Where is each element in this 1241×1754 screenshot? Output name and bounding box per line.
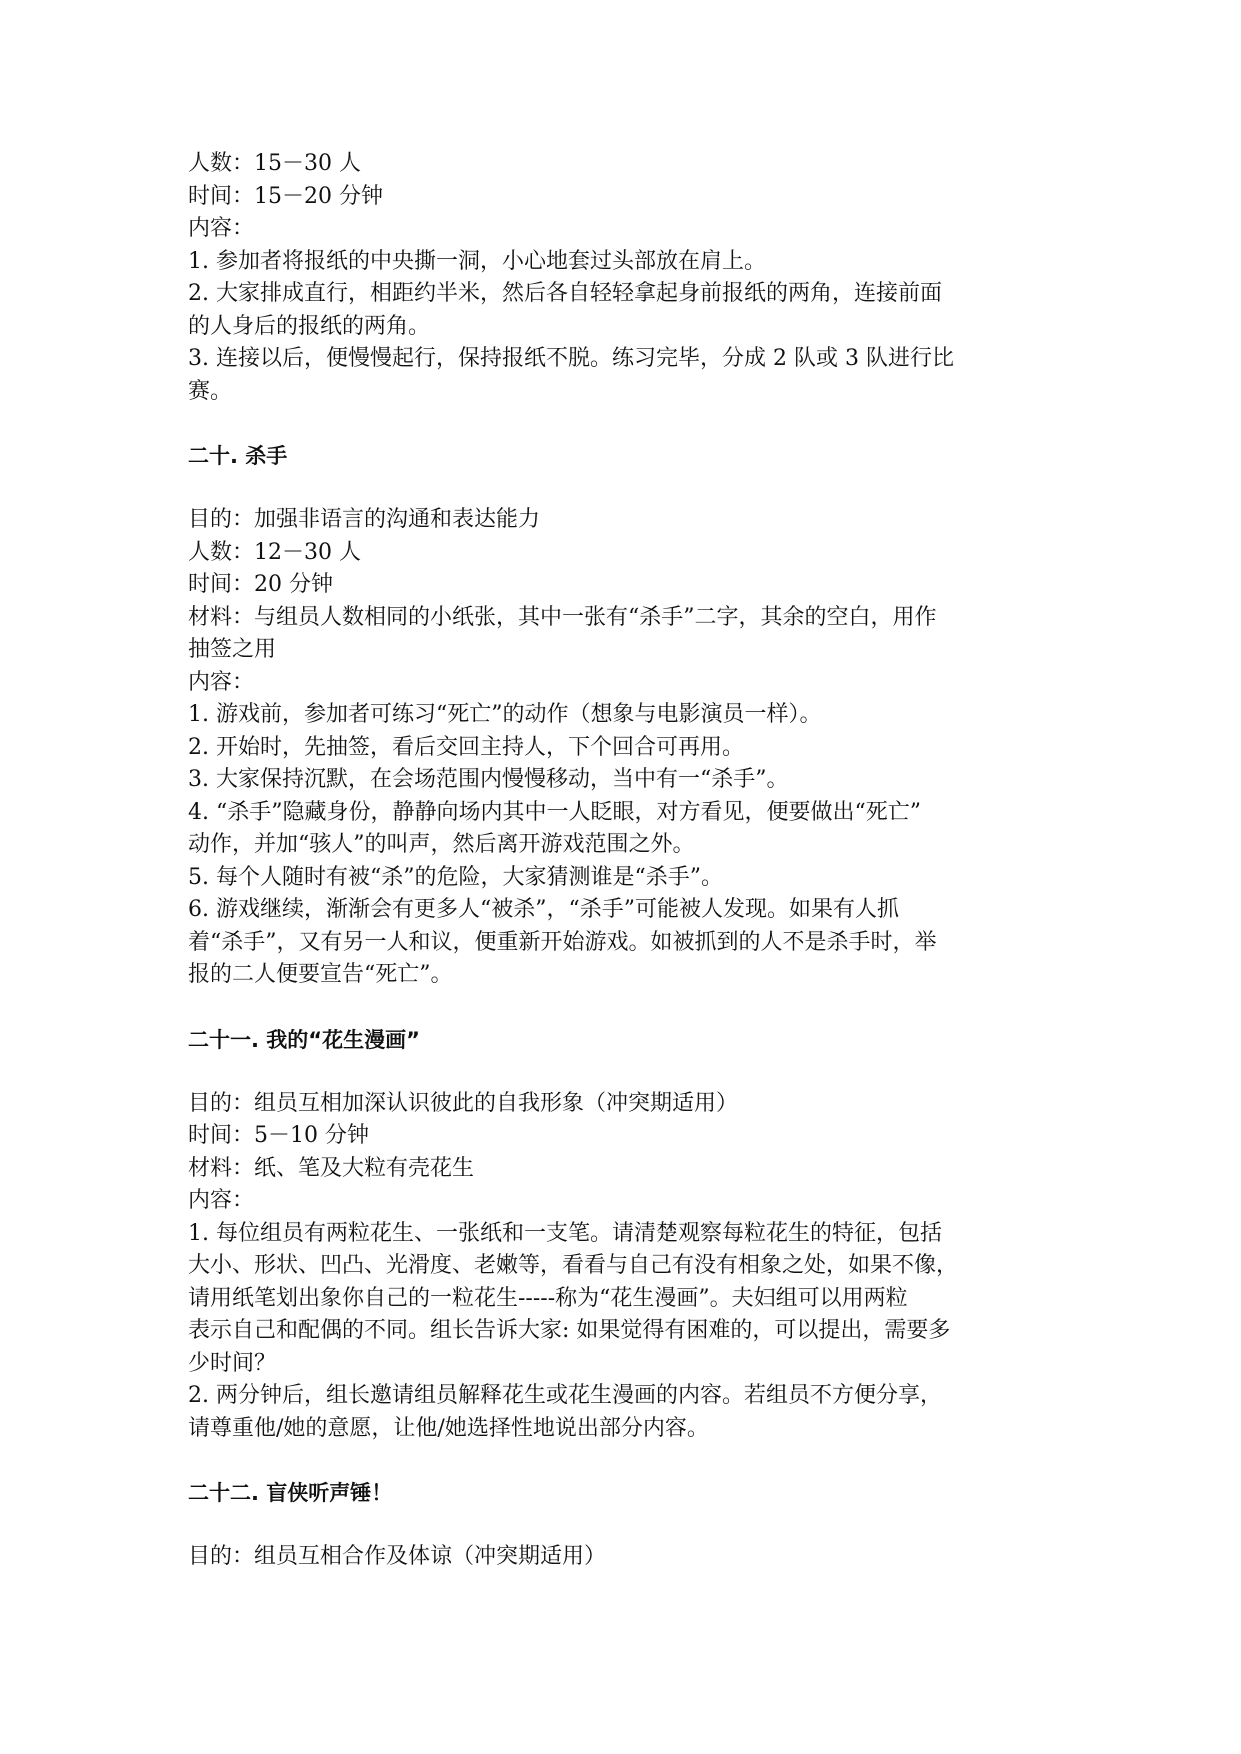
time-line: 时间：5－10 分钟 [188,1123,369,1148]
game-19-continued [188,148,1068,408]
step-line: 1. 每位组员有两粒花生、一张纸和一支笔。请清楚观察每粒花生的特征，包括 [188,1220,942,1246]
step-line: 2. 大家排成直行，相距约半米，然后各自轻轻拿起身前报纸的两角，连接前面 [188,281,942,306]
step-line: 2. 两分钟后，组长邀请组员解释花生或花生漫画的内容。若组员不方便分享， [188,1383,942,1408]
step-line: 少时间？ [188,1350,277,1376]
time-line: 时间：20 分钟 [188,572,333,597]
step-line: 动作，并加“骇人”的叫声，然后离开游戏范围之外。 [188,832,695,857]
step-line: 1. 游戏前，参加者可练习“死亡”的动作（想象与电影演员一样）。 [188,702,822,727]
game-21-body [188,1088,1068,1446]
step-line: 4. “杀手”隐藏身份，静静向场内其中一人眨眼，对方看见，便要做出“死亡” [188,799,921,825]
step-line: 6. 游戏继续，渐渐会有更多人“被杀”，“杀手”可能被人发现。如果有人抓 [188,897,899,922]
document-page [188,148,1068,1606]
step-line: 报的二人便要宣告“死亡”。 [188,962,453,987]
materials-line: 抽签之用 [188,637,277,662]
section-heading-21: 二十一. 我的“花生漫画” [188,1027,420,1052]
step-line: 3. 连接以后，便慢慢起行，保持报纸不脱。练习完毕，分成 2 队或 3 队进行比 [188,346,954,371]
materials-line: 材料：纸、笔及大粒有壳花生 [188,1155,475,1181]
step-line: 请尊重他/她的意愿，让他/她选择性地说出部分内容。 [188,1415,709,1441]
game-22-body [188,1541,1068,1574]
content-label: 内容： [188,1188,255,1213]
step-line: 的人身后的报纸的两角。 [188,313,431,339]
section-heading-22: 二十二. 盲侠听声锤！ [188,1481,393,1505]
step-line: 3. 大家保持沉默，在会场范围内慢慢移动，当中有一“杀手”。 [188,767,789,792]
game-20-body [188,504,1068,992]
content-label: 内容： [188,216,255,241]
section-heading-20: 二十. 杀手 [188,444,288,468]
purpose-line: 目的：加强非语言的沟通和表达能力 [188,507,541,532]
purpose-line: 目的：组员互相加深认识彼此的自我形象（冲突期适用） [188,1090,739,1116]
step-line: 2. 开始时，先抽签，看后交回主持人，下个回合可再用。 [188,734,744,760]
participants-line: 人数：12－30 人 [188,539,361,565]
purpose-line: 目的：组员互相合作及体谅（冲突期适用） [188,1544,607,1569]
step-line: 5. 每个人随时有被“杀”的危险，大家猜测谁是“杀手”。 [188,864,723,890]
step-line: 表示自己和配偶的不同。组长告诉大家: 如果觉得有困难的，可以提出，需要多 [188,1318,951,1343]
participants-line: 人数：15－30 人 [188,151,361,176]
step-line: 请用纸笔划出象你自己的一粒花生-----称为“花生漫画”。夫妇组可以用两粒 [188,1285,908,1311]
content-label: 内容： [188,669,255,695]
step-line: 赛。 [188,378,233,404]
step-line: 着“杀手”，又有另一人和议，便重新开始游戏。如被抓到的人不是杀手时，举 [188,929,937,955]
time-line: 时间：15－20 分钟 [188,183,383,209]
materials-line: 材料：与组员人数相同的小纸张，其中一张有“杀手”二字，其余的空白，用作 [188,604,937,630]
step-line: 1. 参加者将报纸的中央撕一洞，小心地套过头部放在肩上。 [188,248,766,274]
step-line: 大小、形状、凹凸、光滑度、老嫩等，看看与自己有没有相象之处，如果不像， [188,1253,959,1278]
